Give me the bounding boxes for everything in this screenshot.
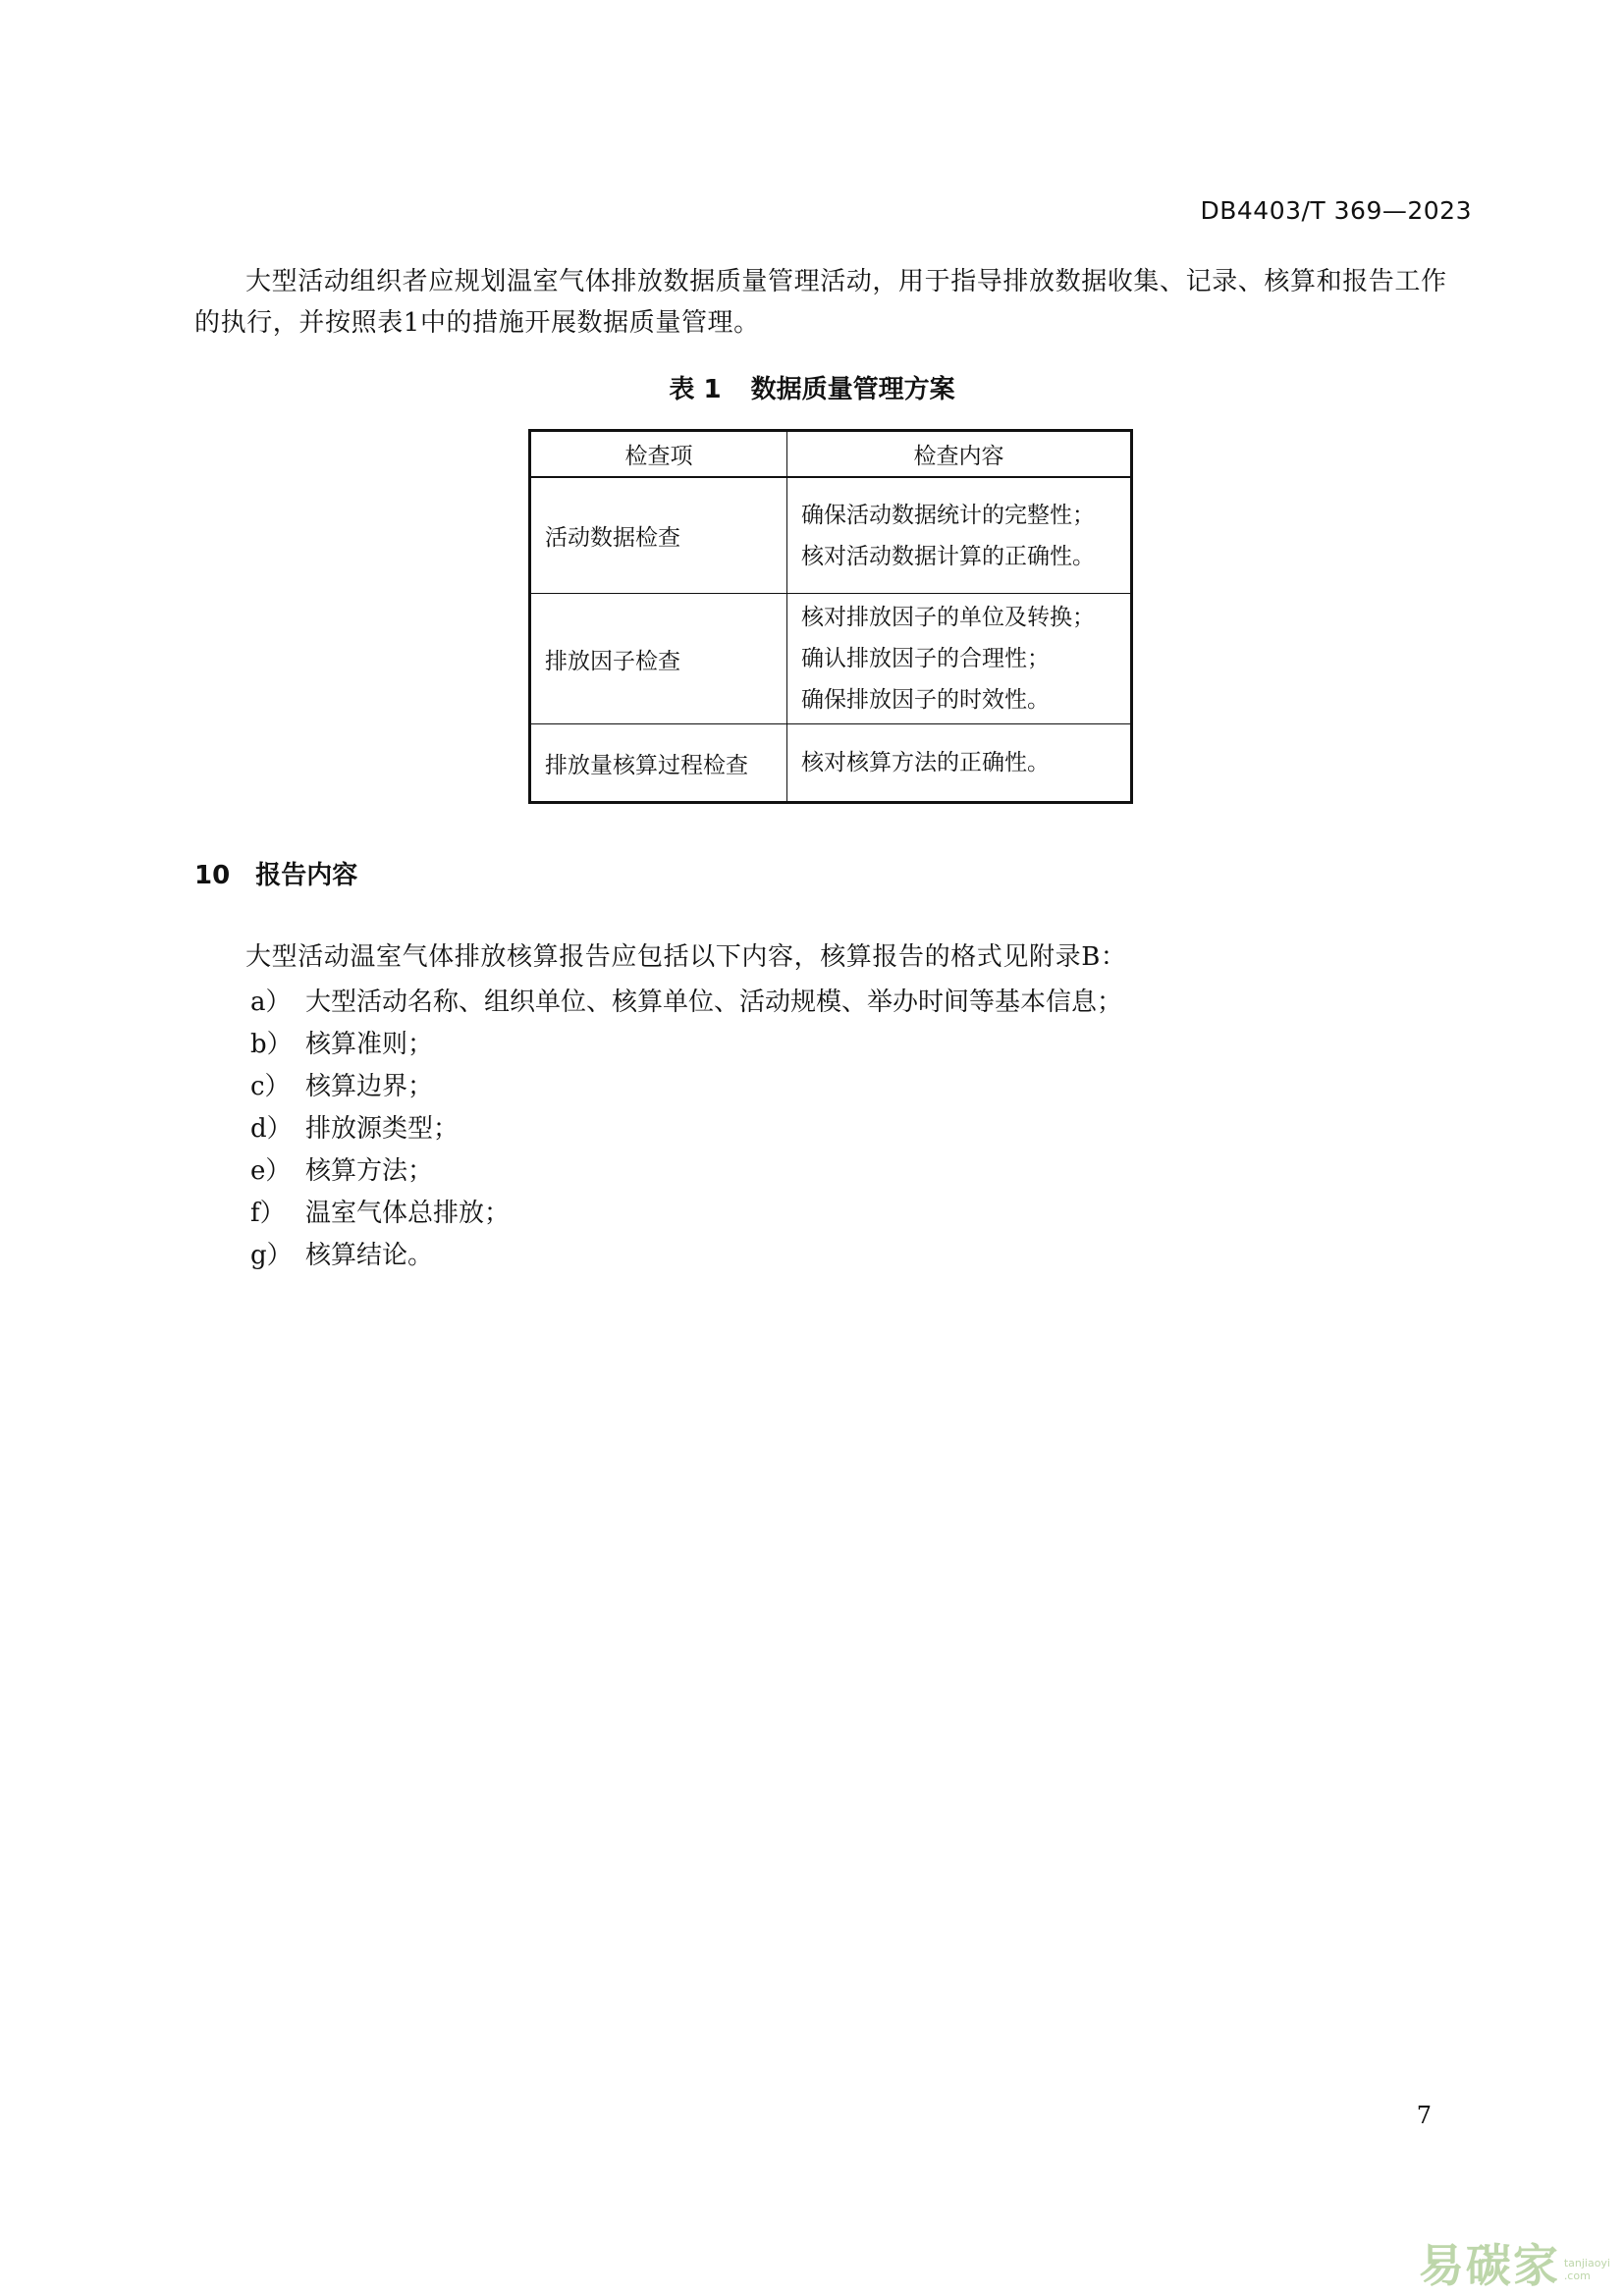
list-item-marker: b）	[250, 1030, 293, 1059]
list-item-text: 核算边界；	[305, 1072, 434, 1101]
watermark-domain-bottom: .com	[1563, 2269, 1591, 2282]
table-row	[530, 724, 1132, 803]
table-caption-number: 表 1	[669, 375, 722, 404]
list-item-text: 核算准则；	[305, 1030, 434, 1059]
column-header-content: 检查内容	[787, 431, 1132, 478]
check-content-cell	[787, 477, 1132, 594]
watermark-domain-top: tanjiaoyi	[1563, 2257, 1610, 2269]
list-item	[250, 982, 1122, 1024]
table-caption-title: 数据质量管理方案	[750, 375, 955, 404]
column-header-item: 检查项	[530, 431, 787, 478]
list-item-marker: g）	[250, 1241, 293, 1270]
data-quality-table	[528, 429, 1133, 804]
list-item-text: 排放源类型；	[305, 1114, 460, 1144]
list-item-marker: d）	[250, 1114, 293, 1144]
check-content-line: 确保排放因子的时效性。	[801, 687, 1050, 713]
list-item-text: 核算方法；	[305, 1156, 434, 1186]
check-item-cell: 活动数据检查	[530, 477, 787, 594]
check-content-line: 核对排放因子的单位及转换；	[801, 605, 1095, 630]
check-content-line: 核对核算方法的正确性。	[801, 750, 1050, 775]
section-number: 10	[194, 861, 231, 890]
list-item	[250, 1150, 1122, 1193]
section-heading	[194, 855, 357, 891]
report-intro-paragraph: 大型活动温室气体排放核算报告应包括以下内容，核算报告的格式见附录B：	[245, 942, 1127, 972]
section-title: 报告内容	[255, 861, 358, 890]
page-number: 7	[1416, 2102, 1432, 2129]
table-caption	[0, 369, 1624, 405]
report-content-list	[250, 982, 1122, 1277]
list-item	[250, 1066, 1122, 1108]
list-item-marker: a）	[250, 988, 292, 1017]
table-row	[530, 477, 1132, 594]
list-item-text: 大型活动名称、组织单位、核算单位、活动规模、举办时间等基本信息；	[305, 988, 1123, 1017]
watermark	[1418, 2239, 1610, 2292]
list-item-text: 核算结论。	[305, 1241, 434, 1270]
table-row	[530, 594, 1132, 724]
check-content-line: 核对活动数据计算的正确性。	[801, 543, 1095, 569]
watermark-logo: 易碳家	[1418, 2239, 1560, 2292]
check-content-line: 确认排放因子的合理性；	[801, 646, 1050, 671]
table-header-row	[530, 431, 1132, 478]
list-item	[250, 1193, 1122, 1235]
check-content-line: 确保活动数据统计的完整性；	[801, 502, 1095, 528]
list-item-marker: c）	[250, 1072, 291, 1101]
list-item-marker: f）	[250, 1199, 286, 1228]
check-content-cell	[787, 594, 1132, 724]
check-item-cell: 排放因子检查	[530, 594, 787, 724]
document-code: DB4403/T 369—2023	[1200, 196, 1472, 225]
watermark-domain	[1564, 2257, 1610, 2288]
list-item	[250, 1235, 1122, 1277]
intro-paragraph: 大型活动组织者应规划温室气体排放数据质量管理活动，用于指导排放数据收集、记录、核算和报告工作的执行，并按照表1中的措施开展数据质量管理。	[194, 267, 1447, 338]
list-item-marker: e）	[250, 1156, 292, 1186]
check-content-cell	[787, 724, 1132, 803]
check-item-cell: 排放量核算过程检查	[530, 724, 787, 803]
list-item	[250, 1108, 1122, 1150]
list-item	[250, 1024, 1122, 1066]
list-item-text: 温室气体总排放；	[305, 1199, 511, 1228]
